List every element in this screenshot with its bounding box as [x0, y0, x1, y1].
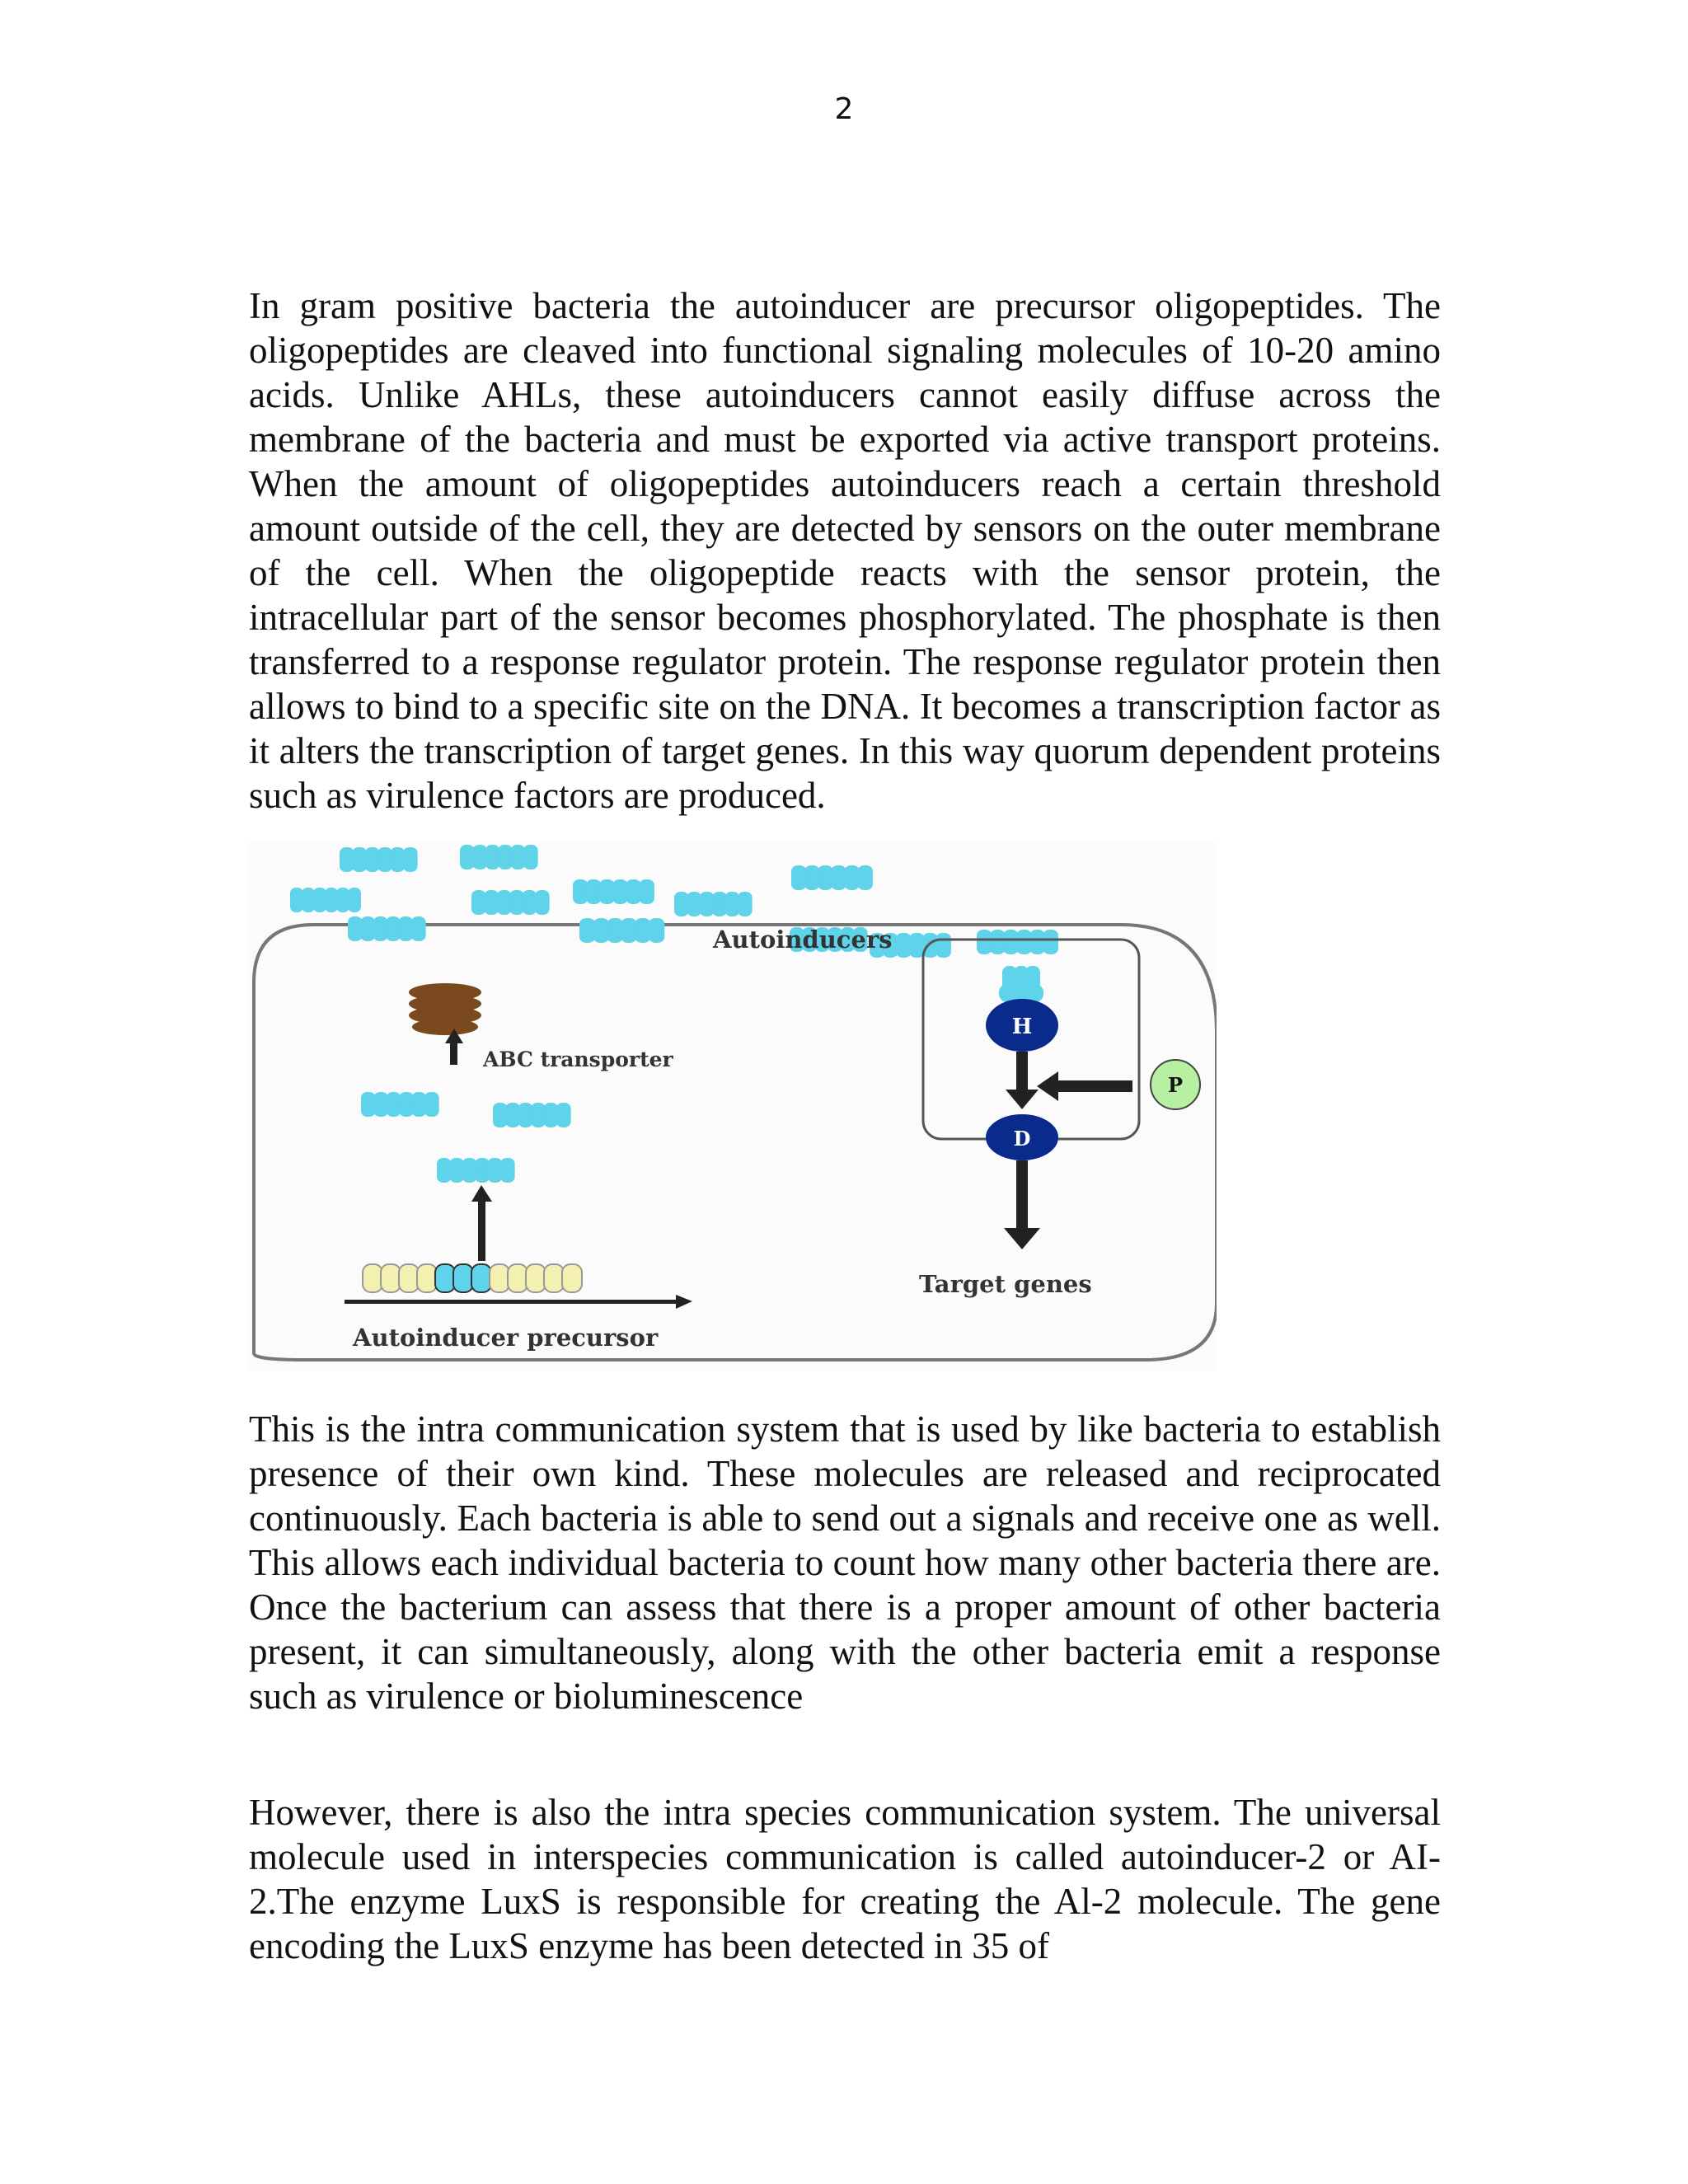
phosphate-label: P — [1167, 1073, 1184, 1097]
response-regulator-label: D — [1013, 1127, 1031, 1151]
target-genes-label: Target genes — [919, 1270, 1092, 1298]
autoinducer-precursor-label: Autoinducer precursor — [353, 1324, 659, 1352]
paragraph-1: In gram positive bacteria the autoinducer are precursor oligopeptides. The oligopeptides are cleaved into functional signaling molecules of 10-20 amino acids. Unlike AHLs, these autoinducers cannot easily diffuse across the membrane of the bacteria and must be exported via active transport proteins. When the amount of oligopeptides autoinducers reach a certain threshold amount outside of the cell, they are detected by sensors on the outer membrane of the cell. When the oligopeptide reacts with the sensor protein, the intracellular part of the sensor becomes phosphorylated. The phosphate is then transferred to a response regulator protein. The response regulator protein then allows to bind to a specific site on the DNA. It becomes a transcription factor as it alters the transcription of target genes. In this way quorum dependent proteins such as virulence factors are produced. — [249, 285, 1441, 816]
paragraph-2: This is the intra communication system that is used by like bacteria to establish presence of their own kind. These molecules are released and reciprocated continuously. Each bacteria is able to send out a signals and receive one as well. This allows each individual bacteria to count how many other bacteria there are. Once the bacterium can assess that there is a proper amount of other bacteria present, it can simultaneously, along with the other bacteria emit a response such as virulence or bioluminescence — [249, 1408, 1441, 1717]
quorum-sensing-diagram — [247, 842, 1217, 1371]
autoinducer-precursor-chain — [363, 1264, 582, 1292]
histidine-kinase-label: H — [1011, 1015, 1033, 1039]
paragraph-3: However, there is also the intra species communication system. The universal molecule used in interspecies communication is called autoinducer-2 or AI-2.The enzyme LuxS is responsible for creating the Al-2 molecule. The gene encoding the LuxS enzyme has been detected in 35 of — [249, 1792, 1441, 1966]
autoinducers-label: Autoinducers — [713, 926, 893, 954]
bound-autoinducer-icon — [999, 966, 1043, 1002]
page-number: 2 — [834, 92, 854, 126]
abc-transporter-disks — [409, 995, 481, 1035]
abc-transporter-label: ABC transporter — [483, 1047, 673, 1071]
